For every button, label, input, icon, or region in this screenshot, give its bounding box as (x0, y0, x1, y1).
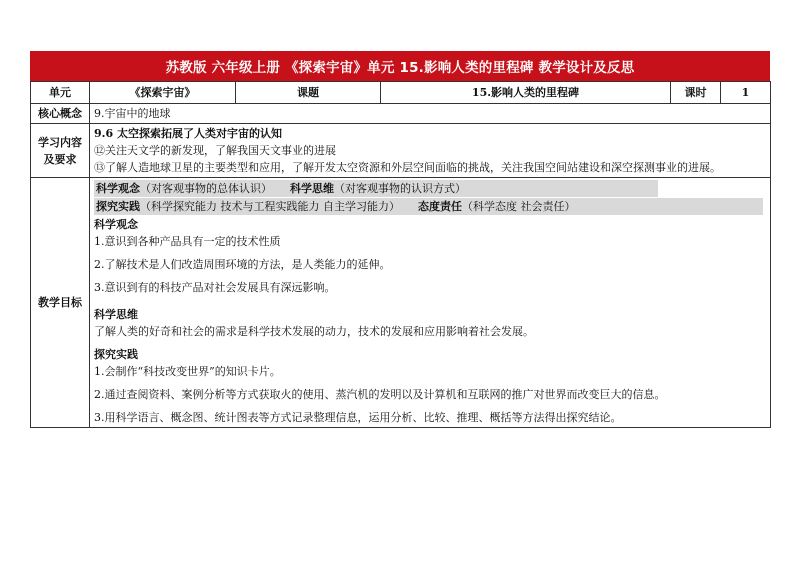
summary-thinking-note: （对客观事物的认识方式） (334, 182, 466, 195)
period-label: 课时 (671, 82, 721, 104)
core-concept-row (31, 104, 771, 124)
summary-concept-title: 科学观念 (96, 182, 140, 195)
practice-item-3: 3.用科学语言、概念图、统计图表等方式记录整理信息，运用分析、比较、推理、概括等方法得出探究结论。 (94, 411, 622, 424)
requirements-label-line1: 学习内容 (38, 135, 82, 149)
goals-content (90, 178, 771, 428)
summary-practice-title: 探究实践 (96, 200, 140, 213)
requirements-line2: ⑬了解人造地球卫星的主要类型和应用，了解开发太空资源和外层空间面临的挑战，关注我国空间站建设和深空探测事业的进展。 (94, 161, 721, 174)
summary-practice-note: （科学探究能力 技术与工程实践能力 自主学习能力） (140, 200, 400, 213)
requirements-content (90, 124, 771, 178)
topic-value: 15.影响人类的里程碑 (381, 82, 671, 104)
lesson-plan-table (30, 81, 771, 428)
concept-item-3: 3.意识到有的科技产品对社会发展具有深远影响。 (94, 281, 336, 294)
core-concept-value: 9.宇宙中的地球 (90, 104, 771, 124)
lesson-plan-sheet (30, 51, 770, 428)
summary-attitude-note: （科学态度 社会责任） (462, 200, 576, 213)
practice-item-1: 1.会制作“科技改变世界”的知识卡片。 (94, 365, 281, 378)
requirements-row (31, 124, 771, 178)
goals-summary-line2 (94, 198, 763, 215)
summary-concept-note: （对客观事物的总体认识） (140, 182, 272, 195)
thinking-heading: 科学思维 (94, 308, 138, 321)
practice-heading: 探究实践 (94, 348, 138, 361)
concept-item-1: 1.意识到各种产品具有一定的技术性质 (94, 235, 281, 248)
topic-label: 课题 (236, 82, 381, 104)
requirements-heading: 9.6 太空探索拓展了人类对宇宙的认知 (94, 127, 282, 140)
period-value: 1 (721, 82, 771, 104)
unit-value: 《探索宇宙》 (90, 82, 236, 104)
requirements-line1: ⑫关注天文学的新发现，了解我国天文事业的进展 (94, 144, 336, 157)
requirements-label (31, 124, 90, 178)
concept-heading: 科学观念 (94, 218, 138, 231)
core-concept-label: 核心概念 (31, 104, 90, 124)
summary-attitude-title: 态度责任 (418, 200, 462, 213)
thinking-item-1: 了解人类的好奇和社会的需求是科学技术发展的动力，技术的发展和应用影响着社会发展。 (94, 325, 534, 338)
goals-summary-line1 (94, 180, 658, 197)
concept-item-2: 2.了解技术是人们改造周围环境的方法，是人类能力的延伸。 (94, 258, 391, 271)
goals-label: 教学目标 (31, 178, 90, 428)
summary-thinking-title: 科学思维 (290, 182, 334, 195)
header-row (31, 82, 771, 104)
requirements-label-line2: 及要求 (43, 152, 77, 166)
unit-label: 单元 (31, 82, 90, 104)
goals-row (31, 178, 771, 428)
practice-item-2: 2.通过查阅资料、案例分析等方式获取火的使用、蒸汽机的发明以及计算机和互联网的推广对世界而改变巨大的信息。 (94, 388, 666, 401)
page-banner-title: 苏教版 六年级上册 《探索宇宙》单元 15.影响人类的里程碑 教学设计及反思 (30, 51, 770, 81)
